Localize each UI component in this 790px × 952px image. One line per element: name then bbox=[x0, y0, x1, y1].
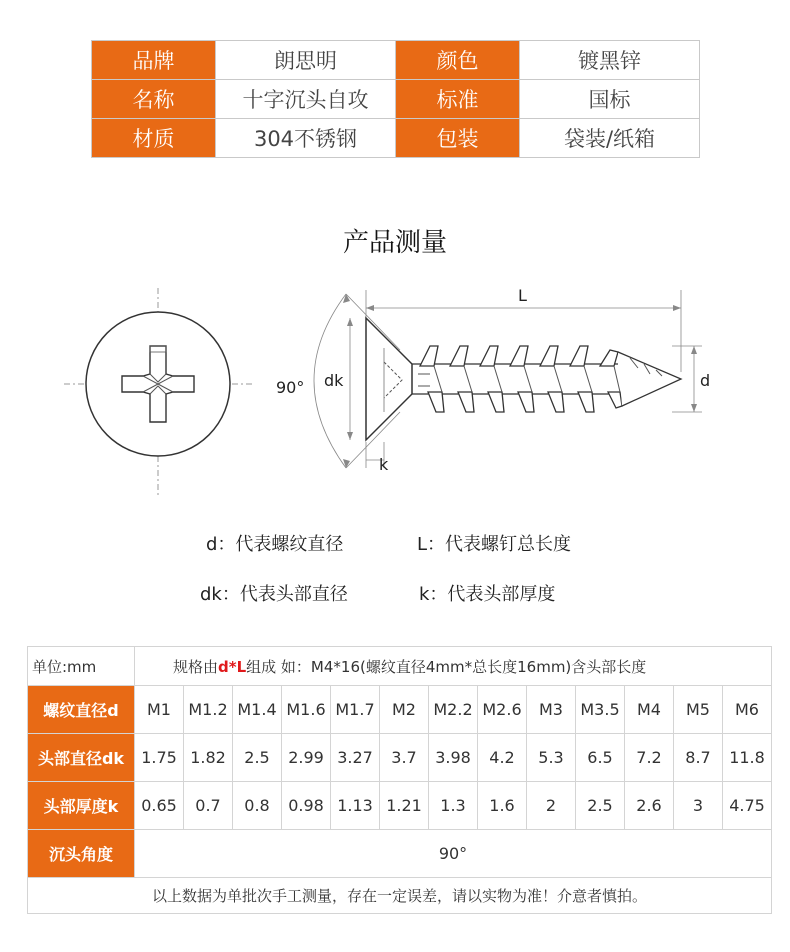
table-cell: M1.4 bbox=[233, 686, 282, 734]
table-cell: 1.6 bbox=[478, 782, 527, 830]
table-cell: 0.65 bbox=[135, 782, 184, 830]
table-cell: 2.5 bbox=[576, 782, 625, 830]
table-cell: M4 bbox=[625, 686, 674, 734]
table-cell: M2.2 bbox=[429, 686, 478, 734]
table-cell: 1.75 bbox=[135, 734, 184, 782]
table-cell: 5.3 bbox=[527, 734, 576, 782]
table-cell: M6 bbox=[723, 686, 772, 734]
info-key: 标准 bbox=[396, 80, 520, 119]
spec-desc-post: 组成 如：M4*16(螺纹直径4mm*总长度16mm)含头部长度 bbox=[246, 657, 647, 676]
info-value: 朗思明 bbox=[216, 41, 396, 80]
spec-description bbox=[135, 647, 772, 686]
table-row bbox=[28, 782, 772, 830]
product-info-table bbox=[91, 40, 700, 158]
table-cell: M1.6 bbox=[282, 686, 331, 734]
unit-label: 单位:mm bbox=[28, 647, 135, 686]
row-label: 头部直径dk bbox=[28, 734, 135, 782]
info-row bbox=[92, 41, 700, 80]
table-cell: 11.8 bbox=[723, 734, 772, 782]
table-cell: 1.21 bbox=[380, 782, 429, 830]
info-row bbox=[92, 119, 700, 158]
table-row bbox=[28, 830, 772, 878]
legend-dk: dk：代表头部直径 bbox=[200, 584, 348, 605]
note-row bbox=[28, 878, 772, 914]
table-cell: M3.5 bbox=[576, 686, 625, 734]
legend-L: L：代表螺钉总长度 bbox=[417, 534, 572, 555]
table-cell: 2.5 bbox=[233, 734, 282, 782]
label-k: k bbox=[379, 455, 389, 474]
label-dk: dk bbox=[324, 371, 344, 390]
table-cell: 3.27 bbox=[331, 734, 380, 782]
legend-d: d：代表螺纹直径 bbox=[206, 534, 344, 555]
angle-value: 90° bbox=[135, 830, 772, 878]
table-cell: M5 bbox=[674, 686, 723, 734]
info-key: 包装 bbox=[396, 119, 520, 158]
info-value: 镀黑锌 bbox=[520, 41, 700, 80]
spec-table bbox=[27, 646, 772, 914]
label-angle: 90° bbox=[276, 378, 305, 397]
table-cell: M1.7 bbox=[331, 686, 380, 734]
table-cell: 1.3 bbox=[429, 782, 478, 830]
table-cell: 2.6 bbox=[625, 782, 674, 830]
table-cell: 3 bbox=[674, 782, 723, 830]
spec-desc-highlight: d*L bbox=[218, 657, 247, 676]
table-cell: M2.6 bbox=[478, 686, 527, 734]
table-cell: 4.2 bbox=[478, 734, 527, 782]
table-cell: M1.2 bbox=[184, 686, 233, 734]
table-cell: 8.7 bbox=[674, 734, 723, 782]
info-value: 304不锈钢 bbox=[216, 119, 396, 158]
table-cell: 1.13 bbox=[331, 782, 380, 830]
table-cell: 0.98 bbox=[282, 782, 331, 830]
table-cell: 0.8 bbox=[233, 782, 282, 830]
table-cell: M1 bbox=[135, 686, 184, 734]
legend-k: k：代表头部厚度 bbox=[419, 584, 556, 605]
info-key: 品牌 bbox=[92, 41, 216, 80]
row-label: 螺纹直径d bbox=[28, 686, 135, 734]
table-cell: M2 bbox=[380, 686, 429, 734]
table-cell: 2 bbox=[527, 782, 576, 830]
spec-desc-pre: 规格由 bbox=[173, 657, 219, 676]
table-cell: 7.2 bbox=[625, 734, 674, 782]
info-value: 国标 bbox=[520, 80, 700, 119]
table-cell: 4.75 bbox=[723, 782, 772, 830]
screw-head-top-view bbox=[64, 288, 254, 496]
table-cell: 0.7 bbox=[184, 782, 233, 830]
info-row bbox=[92, 80, 700, 119]
row-label: 头部厚度k bbox=[28, 782, 135, 830]
label-L: L bbox=[518, 286, 527, 305]
table-cell: 3.98 bbox=[429, 734, 478, 782]
table-cell: 1.82 bbox=[184, 734, 233, 782]
info-key: 名称 bbox=[92, 80, 216, 119]
table-row bbox=[28, 686, 772, 734]
row-label: 沉头角度 bbox=[28, 830, 135, 878]
table-cell: M3 bbox=[527, 686, 576, 734]
table-cell: 3.7 bbox=[380, 734, 429, 782]
spec-header-row bbox=[28, 647, 772, 686]
table-cell: 2.99 bbox=[282, 734, 331, 782]
label-d: d bbox=[700, 371, 711, 390]
section-title: 产品测量 bbox=[342, 228, 447, 258]
disclaimer-note: 以上数据为单批次手工测量，存在一定误差，请以实物为准！介意者慎拍。 bbox=[28, 878, 772, 914]
info-key: 材质 bbox=[92, 119, 216, 158]
table-row bbox=[28, 734, 772, 782]
table-cell: 6.5 bbox=[576, 734, 625, 782]
screw-side-view bbox=[300, 282, 730, 482]
info-value: 袋装/纸箱 bbox=[520, 119, 700, 158]
info-value: 十字沉头自攻 bbox=[216, 80, 396, 119]
info-key: 颜色 bbox=[396, 41, 520, 80]
